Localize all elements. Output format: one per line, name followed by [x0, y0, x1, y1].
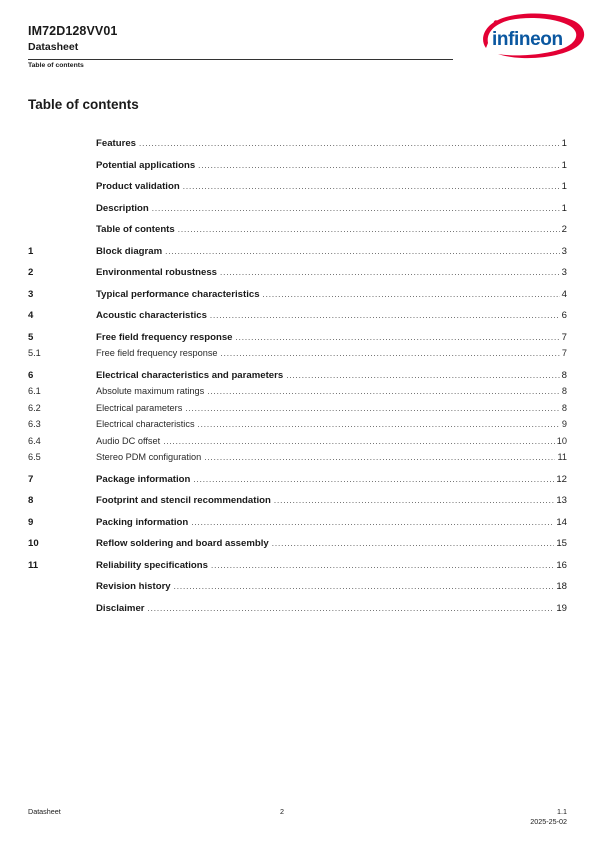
toc-dot-leader [274, 496, 554, 505]
toc-entry[interactable] [28, 452, 567, 466]
toc-dot-leader [152, 204, 560, 213]
toc-entry-page[interactable]: 1 [561, 160, 567, 171]
toc-entry[interactable] [28, 289, 567, 303]
toc-entry-page[interactable]: 18 [556, 581, 567, 592]
toc-dot-leader [210, 311, 560, 320]
toc-entry-page[interactable]: 7 [561, 332, 567, 343]
toc-entry-title[interactable]: Absolute maximum ratings [96, 386, 205, 396]
toc-entry-title[interactable]: Free field frequency response [96, 332, 233, 343]
toc-dot-leader [185, 404, 560, 413]
toc-dot-leader [204, 453, 555, 462]
toc-entry-number: 2 [28, 267, 34, 278]
toc-entry-title[interactable]: Product validation [96, 181, 180, 192]
toc-entry-number: 4 [28, 310, 34, 321]
toc-entry-title[interactable]: Description [96, 203, 149, 214]
toc-entry-title[interactable]: Electrical parameters [96, 403, 183, 413]
toc-entry[interactable] [28, 474, 567, 488]
toc-entry-page[interactable]: 2 [561, 224, 567, 235]
toc-entry-page[interactable]: 13 [556, 495, 567, 506]
toc-heading: Table of contents [28, 97, 139, 112]
toc-entry-number: 6.5 [28, 452, 41, 462]
toc-entry[interactable] [28, 403, 567, 417]
toc-dot-leader [198, 161, 560, 170]
toc-entry-number: 6.4 [28, 436, 41, 446]
toc-entry-title[interactable]: Reflow soldering and board assembly [96, 538, 269, 549]
running-section-title: Table of contents [28, 62, 84, 69]
toc-entry-title[interactable]: Disclaimer [96, 603, 145, 614]
toc-entry-title[interactable]: Reliability specifications [96, 560, 208, 571]
toc-entry-page[interactable]: 1 [561, 203, 567, 214]
toc-dot-leader [286, 371, 559, 380]
footer-version-date [530, 807, 567, 827]
toc-entry-page[interactable]: 4 [561, 289, 567, 300]
toc-entry-number: 10 [28, 538, 39, 549]
toc-entry-number: 6.1 [28, 386, 41, 396]
toc-entry-number: 6.3 [28, 419, 41, 429]
header-divider [28, 59, 453, 60]
toc-entry[interactable] [28, 332, 567, 346]
toc-entry-title[interactable]: Potential applications [96, 160, 196, 171]
toc-dot-leader [139, 139, 560, 148]
logo-dot-icon [494, 20, 499, 25]
toc-entry-page[interactable]: 8 [561, 403, 567, 413]
toc-dot-leader [174, 582, 555, 591]
toc-dot-leader [193, 475, 554, 484]
toc-entry[interactable] [28, 603, 567, 617]
toc-entry-page[interactable]: 19 [556, 603, 567, 614]
toc-entry[interactable] [28, 495, 567, 509]
toc-entry-title[interactable]: Electrical characteristics [96, 419, 195, 429]
toc-entry-number: 1 [28, 246, 34, 257]
toc-entry[interactable] [28, 203, 567, 217]
footer-date: 2025-25-02 [530, 817, 567, 826]
footer-doc-type: Datasheet [28, 807, 61, 816]
toc-entry-page[interactable]: 6 [561, 310, 567, 321]
toc-dot-leader [207, 387, 560, 396]
document-type: Datasheet [28, 41, 79, 53]
toc-dot-leader [163, 437, 555, 446]
toc-entry-number: 5.1 [28, 348, 41, 358]
footer-page-number: 2 [280, 807, 284, 816]
toc-entry[interactable] [28, 138, 567, 152]
toc-entry-page[interactable]: 10 [556, 436, 567, 446]
toc-entry[interactable] [28, 224, 567, 238]
toc-entry-page[interactable]: 7 [561, 348, 567, 358]
toc-dot-leader [165, 247, 560, 256]
toc-entry[interactable] [28, 348, 567, 362]
toc-entry-page[interactable]: 8 [561, 386, 567, 396]
logo-wordmark: infineon [492, 29, 563, 50]
toc-entry-number: 3 [28, 289, 34, 300]
toc-dot-leader [220, 268, 560, 277]
document-title: IM72D128VV01 [28, 24, 118, 38]
toc-entry-title[interactable]: Footprint and stencil recommendation [96, 495, 271, 506]
toc-entry-title[interactable]: Free field frequency response [96, 348, 218, 358]
toc-dot-leader [263, 290, 560, 299]
toc-dot-leader [221, 349, 560, 358]
toc-entry-number: 9 [28, 517, 34, 528]
toc-entry[interactable] [28, 267, 567, 281]
toc-entry-page[interactable]: 12 [556, 474, 567, 485]
toc-entry-title[interactable]: Packing information [96, 517, 189, 528]
toc-entry-title[interactable]: Electrical characteristics and parameters [96, 370, 284, 381]
toc-entry[interactable] [28, 538, 567, 552]
toc-entry[interactable] [28, 246, 567, 260]
toc-entry[interactable] [28, 370, 567, 384]
toc-entry-title[interactable]: Revision history [96, 581, 171, 592]
toc-entry-title[interactable]: Audio DC offset [96, 436, 161, 446]
toc-entry[interactable] [28, 386, 567, 400]
toc-dot-leader [148, 604, 555, 613]
toc-entry-title[interactable]: Table of contents [96, 224, 175, 235]
toc-entry-number: 8 [28, 495, 34, 506]
toc-entry-page[interactable]: 3 [561, 246, 567, 257]
toc-dot-leader [211, 561, 554, 570]
toc-entry-number: 6.2 [28, 403, 41, 413]
toc-entry-page[interactable]: 9 [561, 419, 567, 429]
toc-dot-leader [183, 182, 560, 191]
toc-entry[interactable] [28, 310, 567, 324]
toc-entry-title[interactable]: Package information [96, 474, 191, 485]
footer-version: 1.1 [557, 807, 567, 816]
toc-entry[interactable] [28, 419, 567, 433]
toc-entry-page[interactable]: 14 [556, 517, 567, 528]
toc-entry-page[interactable]: 8 [561, 370, 567, 381]
toc-entry-number: 11 [28, 560, 39, 571]
toc-entry-title[interactable]: Block diagram [96, 246, 163, 257]
toc-entry-page[interactable]: 15 [556, 538, 567, 549]
toc-entry[interactable] [28, 581, 567, 595]
toc-entry-page[interactable]: 3 [561, 267, 567, 278]
toc-entry-number: 6 [28, 370, 34, 381]
toc-entry[interactable] [28, 560, 567, 574]
toc-entry-number: 7 [28, 474, 34, 485]
toc-dot-leader [236, 333, 560, 342]
toc-entry-title[interactable]: Typical performance characteristics [96, 289, 260, 300]
toc-entry[interactable] [28, 436, 567, 450]
toc-dot-leader [178, 225, 560, 234]
toc-entry-page[interactable]: 16 [556, 560, 567, 571]
toc-entry-title[interactable]: Environmental robustness [96, 267, 218, 278]
toc-entry-title[interactable]: Stereo PDM configuration [96, 452, 202, 462]
toc-entry-page[interactable]: 1 [561, 138, 567, 149]
toc-dot-leader [272, 539, 555, 548]
toc-dot-leader [198, 420, 560, 429]
toc-entry-page[interactable]: 1 [561, 181, 567, 192]
toc-entry[interactable] [28, 160, 567, 174]
toc-entry[interactable] [28, 517, 567, 531]
toc-dot-leader [191, 518, 554, 527]
toc-entry-title[interactable]: Features [96, 138, 136, 149]
toc-entry-number: 5 [28, 332, 34, 343]
toc-entry[interactable] [28, 181, 567, 195]
toc-entry-page[interactable]: 11 [557, 452, 567, 462]
toc-entry-title[interactable]: Acoustic characteristics [96, 310, 207, 321]
infineon-logo [476, 11, 588, 61]
